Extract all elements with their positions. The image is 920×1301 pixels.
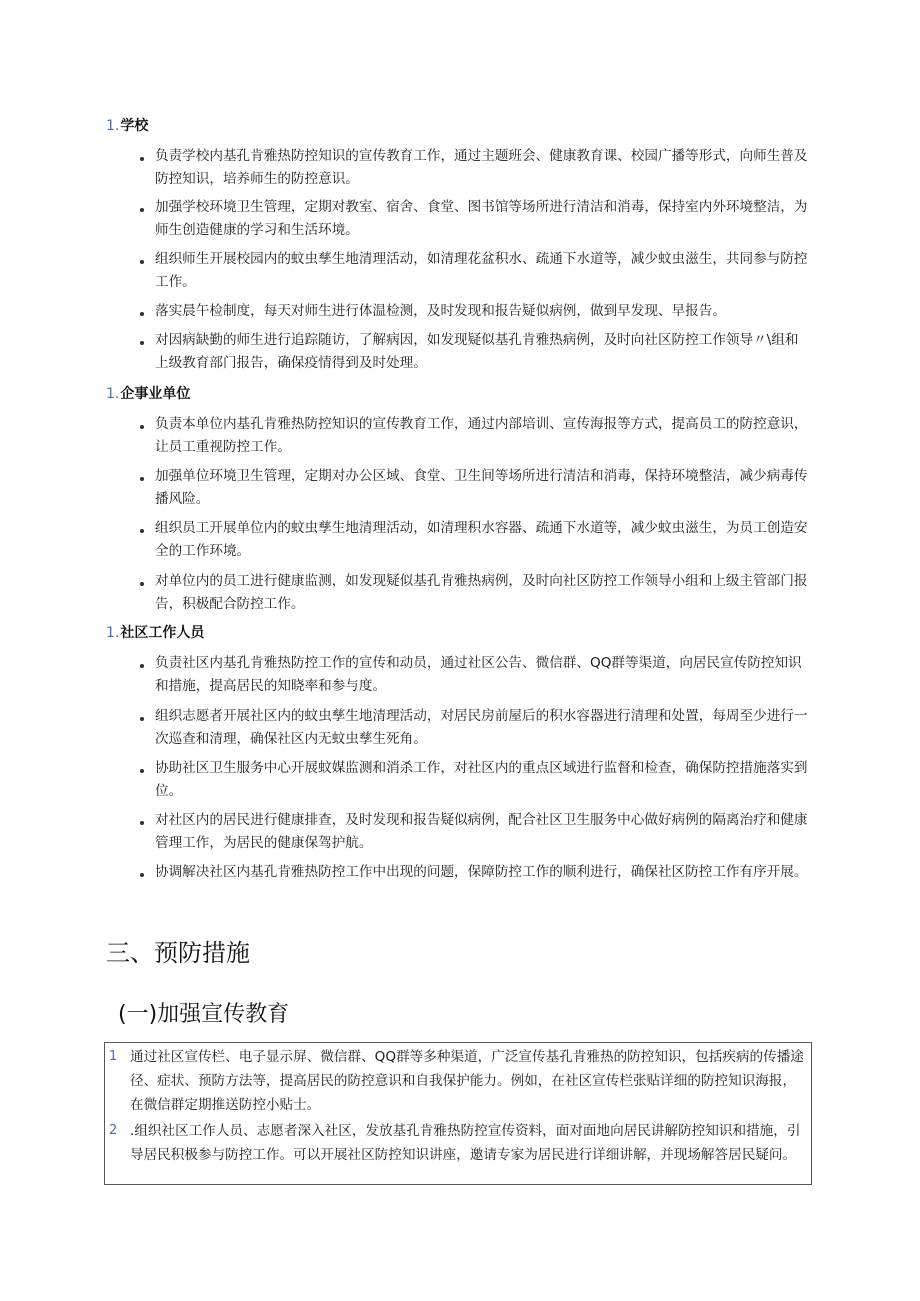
section-title: 学校	[120, 118, 149, 134]
measures-box	[104, 1042, 812, 1185]
item-text: .组织社区工作人员、志愿者深入社区，发放基孔肯雅热防控宣传资料，面对面地向居民讲解防控知识和措施，引导居民积极参与防控工作。可以开展社区防控知识讲座，邀请专家为居民进行详细讲解，并现场解答居民疑问。	[130, 1123, 801, 1163]
bullet-icon	[140, 873, 144, 877]
list-item: 对单位内的员工进行健康监测，如发现疑似基孔肯雅热病例，及时向社区防控工作领导小组和上级主管部门报告，积极配合防控工作。	[140, 570, 810, 616]
bullet-icon	[140, 341, 144, 345]
bullet-icon	[140, 717, 144, 721]
list-item: 协助社区卫生服务中心开展蚊媒监测和消杀工作，对社区内的重点区域进行监督和检查，确保防控措施落实到位。	[140, 757, 810, 803]
bullet-icon	[140, 157, 144, 161]
bullet-icon	[140, 664, 144, 668]
list-item: 加强单位环境卫生管理，定期对办公区域、食堂、卫生间等场所进行清洁和消毒，保持环境整洁，减少病毒传播风险。	[140, 465, 810, 511]
section-heading-school	[106, 116, 148, 136]
section-number: 1.	[106, 625, 120, 641]
bullet-icon	[140, 821, 144, 825]
bullet-icon	[140, 312, 144, 316]
list-item: 负责本单位内基孔肯雅热防控知识的宣传教育工作，通过内部培训、宣传海报等方式，提高员工的防控意识，让员工重视防控工作。	[140, 413, 810, 459]
item-number: 1	[109, 1049, 118, 1064]
list-item: 组织志愿者开展社区内的蚊虫孳生地清理活动，对居民房前屋后的积水容器进行清理和处置，每周至少进行一次巡查和清理，确保社区内无蚊虫孳生死角。	[140, 705, 810, 751]
list-item: 加强学校环境卫生管理，定期对教室、宿舍、食堂、图书馆等场所进行清洁和消毒，保持室内外环境整洁，为师生创造健康的学习和生活环境。	[140, 196, 810, 242]
list-item: 落实晨午检制度，每天对师生进行体温检测，及时发现和报告疑似病例，做到早发现、早报告。	[140, 300, 810, 323]
numbered-item	[105, 1119, 811, 1167]
bullet-icon	[140, 208, 144, 212]
list-item: 负责社区内基孔肯雅热防控工作的宣传和动员，通过社区公告、微信群、QQ群等渠道，向居民宣传防控知识和措施，提高居民的知晓率和参与度。	[140, 652, 810, 698]
bullet-icon	[140, 477, 144, 481]
section-heading-enterprise	[106, 384, 190, 404]
numbered-item	[105, 1045, 811, 1117]
section-number: 1.	[106, 118, 120, 134]
list-item: 组织员工开展单位内的蚊虫孳生地清理活动，如清理积水容器、疏通下水道等，减少蚊虫滋生，为员工创造安全的工作环境。	[140, 517, 810, 563]
heading-publicity-education: (一)加强宣传教育	[118, 1002, 290, 1027]
list-item: 对因病缺勤的师生进行追踪随访，了解病因，如发现疑似基孔肯雅热病例，及时向社区防控工作领导〃\组和上级教育部门报告，确保疫情得到及时处理。	[140, 329, 810, 375]
bullet-icon	[140, 529, 144, 533]
section-number: 1.	[106, 386, 120, 402]
heading-prevention-measures: 三、预防措施	[106, 939, 250, 967]
bullet-icon	[140, 425, 144, 429]
section-title: 企事业单位	[120, 386, 191, 402]
item-number: 2	[109, 1123, 118, 1138]
list-item: 对社区内的居民进行健康排查，及时发现和报告疑似病例，配合社区卫生服务中心做好病例的隔离治疗和健康管理工作，为居民的健康保驾护航。	[140, 809, 810, 855]
list-item: 负责学校内基孔肯雅热防控知识的宣传教育工作，通过主题班会、健康教育课、校园广播等形式，向师生普及防控知识，培养师生的防控意识。	[140, 145, 810, 191]
section-title: 社区工作人员	[120, 625, 205, 641]
item-text: 通过社区宣传栏、电子显示屏、微信群、QQ群等多种渠道，广泛宣传基孔肯雅热的防控知识，包括疾病的传播途径、症状、预防方法等，提高居民的防控意识和自我保护能力。例如，在社区宣传栏张贴详细的防控知识海报，在微信群定期推送防控小贴士。	[130, 1049, 804, 1113]
bullet-icon	[140, 582, 144, 586]
bullet-icon	[140, 260, 144, 264]
section-heading-community-staff	[106, 623, 204, 643]
list-item: 组织师生开展校园内的蚊虫孳生地清理活动，如清理花盆积水、疏通下水道等，减少蚊虫滋生，共同参与防控工作。	[140, 248, 810, 294]
bullet-icon	[140, 769, 144, 773]
list-item: 协调解决社区内基孔肯雅热防控工作中出现的问题，保障防控工作的顺利进行，确保社区防控工作有序开展。	[140, 861, 810, 884]
